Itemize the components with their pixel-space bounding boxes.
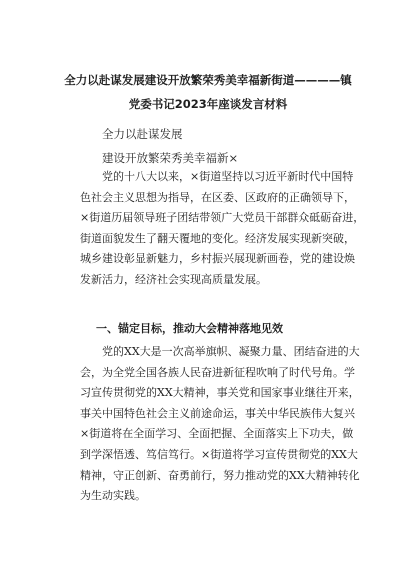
subtitle-1: 全力以赴谋发展 bbox=[102, 127, 183, 141]
paragraph-1-line: 色社会主义思想为指导，在区委、区政府的正确领导下， bbox=[80, 190, 355, 204]
document-title-line-1: 全力以赴谋发展建设开放繁荣秀美幸福新街道————镇 bbox=[64, 73, 352, 87]
paragraph-2-line: 到学深悟透、笃信笃行。×街道将学习宣传贯彻党的XX大 bbox=[80, 447, 358, 461]
paragraph-2-line: 会，为全党全国各族人民奋进新征程吹响了时代号角。学 bbox=[80, 365, 355, 379]
section-heading-1: 一、锚定目标，推动大会精神落地见效 bbox=[96, 322, 283, 335]
document-title-line-2: 党委书记2023年座谈发言材料 bbox=[128, 97, 288, 111]
paragraph-2-line: 精神，守正创新、奋勇前行，努力推动党的XX大精神转化 bbox=[80, 468, 360, 482]
subtitle-2: 建设开放繁荣秀美幸福新× bbox=[102, 151, 239, 165]
paragraph-1-line: 党的十八大以来，×街道坚持以习近平新时代中国特 bbox=[102, 170, 354, 183]
paragraph-2-line: 党的XX大是一次高举旗帜、凝聚力量、团结奋进的大 bbox=[102, 345, 360, 358]
paragraph-1 bbox=[80, 167, 365, 291]
paragraph-2-line: 为生动实践。 bbox=[80, 489, 146, 503]
paragraph-2-line: 事关中国特色社会主义前途命运，事关中华民族伟大复兴 bbox=[80, 406, 355, 420]
paragraph-1-line: 发新活力，经济社会实现高质量发展。 bbox=[80, 272, 267, 286]
paragraph-1-line: 城乡建设彰显新魅力，乡村振兴展现新画卷，党的建设焕 bbox=[80, 252, 355, 266]
paragraph-2-line: ×街道将在全面学习、全面把握、全面落实上下功夫，做 bbox=[80, 427, 354, 441]
paragraph-2 bbox=[80, 342, 360, 507]
paragraph-1-line: 街道面貌发生了翻天覆地的变化。经济发展实现新突破， bbox=[80, 231, 355, 245]
paragraph-2-line: 习宣传贯彻党的XX大精神，事关党和国家事业继往开来， bbox=[80, 386, 360, 400]
paragraph-1-line: ×街道历届领导班子团结带领广大党员干部群众砥砺奋进， bbox=[80, 211, 365, 225]
